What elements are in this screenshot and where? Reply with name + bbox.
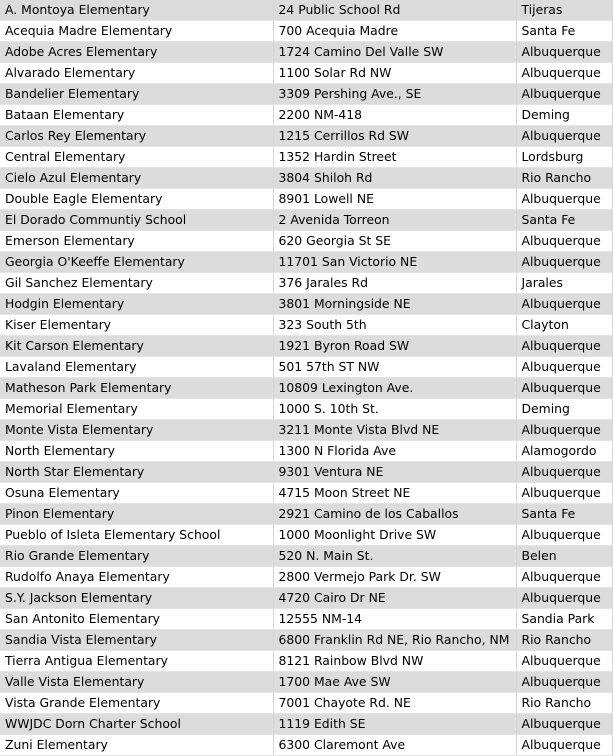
school-city-cell[interactable]: Albuquerque bbox=[516, 588, 612, 609]
school-name-cell[interactable]: Adobe Acres Elementary bbox=[0, 42, 273, 63]
table-row bbox=[0, 588, 612, 609]
school-city-cell[interactable]: Albuquerque bbox=[516, 714, 612, 735]
table-row bbox=[0, 630, 612, 651]
school-city-cell[interactable]: Albuquerque bbox=[516, 294, 612, 315]
table-row bbox=[0, 231, 612, 252]
school-city-cell[interactable]: Deming bbox=[516, 399, 612, 420]
table-row bbox=[0, 357, 612, 378]
school-address-cell[interactable]: 6800 Franklin Rd NE, Rio Rancho, NM bbox=[273, 630, 516, 651]
school-name-cell[interactable]: Bataan Elementary bbox=[0, 105, 273, 126]
school-address-cell[interactable]: 3211 Monte Vista Blvd NE bbox=[273, 420, 516, 441]
table-row bbox=[0, 189, 612, 210]
school-address-cell[interactable]: 323 South 5th bbox=[273, 315, 516, 336]
school-city-cell[interactable]: Rio Rancho bbox=[516, 693, 612, 714]
school-address-cell[interactable]: 24 Public School Rd bbox=[273, 0, 516, 21]
school-address-cell[interactable]: 2200 NM-418 bbox=[273, 105, 516, 126]
school-city-cell[interactable]: Tijeras bbox=[516, 0, 612, 21]
school-name-cell[interactable]: North Star Elementary bbox=[0, 462, 273, 483]
school-address-cell[interactable]: 1000 Moonlight Drive SW bbox=[273, 525, 516, 546]
table-row bbox=[0, 336, 612, 357]
school-address-cell[interactable]: 1921 Byron Road SW bbox=[273, 336, 516, 357]
school-name-cell[interactable]: Valle Vista Elementary bbox=[0, 672, 273, 693]
school-address-cell[interactable]: 4715 Moon Street NE bbox=[273, 483, 516, 504]
school-city-cell[interactable]: Santa Fe bbox=[516, 21, 612, 42]
table-row bbox=[0, 273, 612, 294]
school-address-cell[interactable]: 3801 Morningside NE bbox=[273, 294, 516, 315]
school-address-cell[interactable]: 1119 Edith SE bbox=[273, 714, 516, 735]
table-row bbox=[0, 21, 612, 42]
school-address-cell[interactable]: 620 Georgia St SE bbox=[273, 231, 516, 252]
school-city-cell[interactable]: Albuquerque bbox=[516, 126, 612, 147]
school-name-cell[interactable]: Lavaland Elementary bbox=[0, 357, 273, 378]
table-row bbox=[0, 672, 612, 693]
school-name-cell[interactable]: Hodgin Elementary bbox=[0, 294, 273, 315]
school-address-cell[interactable]: 2800 Vermejo Park Dr. SW bbox=[273, 567, 516, 588]
school-city-cell[interactable]: Albuquerque bbox=[516, 420, 612, 441]
school-address-cell[interactable]: 4720 Cairo Dr NE bbox=[273, 588, 516, 609]
school-address-cell[interactable]: 10809 Lexington Ave. bbox=[273, 378, 516, 399]
school-address-cell[interactable]: 1215 Cerrillos Rd SW bbox=[273, 126, 516, 147]
school-city-cell[interactable]: Albuquerque bbox=[516, 378, 612, 399]
table-row bbox=[0, 483, 612, 504]
table-row bbox=[0, 294, 612, 315]
school-name-cell[interactable]: Cielo Azul Elementary bbox=[0, 168, 273, 189]
school-city-cell[interactable]: Sandia Park bbox=[516, 609, 612, 630]
school-name-cell[interactable]: North Elementary bbox=[0, 441, 273, 462]
table-row bbox=[0, 693, 612, 714]
school-address-cell[interactable]: 3804 Shiloh Rd bbox=[273, 168, 516, 189]
table-row bbox=[0, 714, 612, 735]
school-address-cell[interactable]: 1724 Camino Del Valle SW bbox=[273, 42, 516, 63]
table-row bbox=[0, 315, 612, 336]
school-name-cell[interactable]: WWJDC Dorn Charter School bbox=[0, 714, 273, 735]
school-address-cell[interactable]: 2921 Camino de los Caballos bbox=[273, 504, 516, 525]
school-city-cell[interactable]: Santa Fe bbox=[516, 210, 612, 231]
school-name-cell[interactable]: Kit Carson Elementary bbox=[0, 336, 273, 357]
school-city-cell[interactable]: Albuquerque bbox=[516, 567, 612, 588]
school-name-cell[interactable]: Vista Grande Elementary bbox=[0, 693, 273, 714]
table-row bbox=[0, 63, 612, 84]
school-city-cell[interactable]: Albuquerque bbox=[516, 462, 612, 483]
school-address-cell[interactable]: 520 N. Main St. bbox=[273, 546, 516, 567]
table-row bbox=[0, 546, 612, 567]
school-name-cell[interactable]: Osuna Elementary bbox=[0, 483, 273, 504]
school-city-cell[interactable]: Rio Rancho bbox=[516, 630, 612, 651]
table-row bbox=[0, 210, 612, 231]
school-address-cell[interactable]: 9301 Ventura NE bbox=[273, 462, 516, 483]
school-name-cell[interactable]: Alvarado Elementary bbox=[0, 63, 273, 84]
table-row bbox=[0, 84, 612, 105]
school-city-cell[interactable]: Albuquerque bbox=[516, 63, 612, 84]
school-city-cell[interactable]: Clayton bbox=[516, 315, 612, 336]
school-name-cell[interactable]: Georgia O'Keeffe Elementary bbox=[0, 252, 273, 273]
school-city-cell[interactable]: Belen bbox=[516, 546, 612, 567]
table-row bbox=[0, 378, 612, 399]
table-row bbox=[0, 126, 612, 147]
school-city-cell[interactable]: Albuquerque bbox=[516, 672, 612, 693]
school-name-cell[interactable]: Carlos Rey Elementary bbox=[0, 126, 273, 147]
school-city-cell[interactable]: Lordsburg bbox=[516, 147, 612, 168]
table-row bbox=[0, 252, 612, 273]
table-row bbox=[0, 567, 612, 588]
school-name-cell[interactable]: Emerson Elementary bbox=[0, 231, 273, 252]
table-row bbox=[0, 168, 612, 189]
school-address-cell[interactable]: 1352 Hardin Street bbox=[273, 147, 516, 168]
school-city-cell[interactable]: Albuquerque bbox=[516, 84, 612, 105]
school-address-cell[interactable]: 12555 NM-14 bbox=[273, 609, 516, 630]
school-city-cell[interactable]: Albuquerque bbox=[516, 42, 612, 63]
table-row bbox=[0, 105, 612, 126]
school-name-cell[interactable]: San Antonito Elementary bbox=[0, 609, 273, 630]
school-address-cell[interactable]: 376 Jarales Rd bbox=[273, 273, 516, 294]
table-row bbox=[0, 399, 612, 420]
school-city-cell[interactable]: Albuquerque bbox=[516, 357, 612, 378]
school-city-cell[interactable]: Albuquerque bbox=[516, 231, 612, 252]
school-name-cell[interactable]: Gil Sanchez Elementary bbox=[0, 273, 273, 294]
school-name-cell[interactable]: Pinon Elementary bbox=[0, 504, 273, 525]
school-address-cell[interactable]: 1300 N Florida Ave bbox=[273, 441, 516, 462]
school-address-cell[interactable]: 8901 Lowell NE bbox=[273, 189, 516, 210]
school-name-cell[interactable]: Acequia Madre Elementary bbox=[0, 21, 273, 42]
school-name-cell[interactable]: Pueblo of Isleta Elementary School bbox=[0, 525, 273, 546]
school-address-cell[interactable]: 2 Avenida Torreon bbox=[273, 210, 516, 231]
school-city-cell[interactable]: Albuquerque bbox=[516, 189, 612, 210]
school-address-cell[interactable]: 1000 S. 10th St. bbox=[273, 399, 516, 420]
table-row bbox=[0, 651, 612, 672]
school-city-cell[interactable]: Albuquerque bbox=[516, 336, 612, 357]
school-name-cell[interactable]: Memorial Elementary bbox=[0, 399, 273, 420]
school-name-cell[interactable]: Rio Grande Elementary bbox=[0, 546, 273, 567]
school-name-cell[interactable]: Rudolfo Anaya Elementary bbox=[0, 567, 273, 588]
school-address-cell[interactable]: 1700 Mae Ave SW bbox=[273, 672, 516, 693]
table-row bbox=[0, 441, 612, 462]
school-name-cell[interactable]: Matheson Park Elementary bbox=[0, 378, 273, 399]
school-address-cell[interactable]: 501 57th ST NW bbox=[273, 357, 516, 378]
school-name-cell[interactable]: Sandia Vista Elementary bbox=[0, 630, 273, 651]
school-address-cell[interactable]: 3309 Pershing Ave., SE bbox=[273, 84, 516, 105]
table-row bbox=[0, 462, 612, 483]
school-city-cell[interactable]: Alamogordo bbox=[516, 441, 612, 462]
school-name-cell[interactable]: Double Eagle Elementary bbox=[0, 189, 273, 210]
school-address-cell[interactable]: 1100 Solar Rd NW bbox=[273, 63, 516, 84]
table-row bbox=[0, 504, 612, 525]
school-address-cell[interactable]: 7001 Chayote Rd. NE bbox=[273, 693, 516, 714]
table-row bbox=[0, 420, 612, 441]
school-name-cell[interactable]: El Dorado Communtiy School bbox=[0, 210, 273, 231]
school-address-cell[interactable]: 8121 Rainbow Blvd NW bbox=[273, 651, 516, 672]
school-city-cell[interactable]: Albuquerque bbox=[516, 651, 612, 672]
school-city-cell[interactable]: Jarales bbox=[516, 273, 612, 294]
school-city-cell[interactable]: Albuquerque bbox=[516, 483, 612, 504]
table-row bbox=[0, 42, 612, 63]
table-row bbox=[0, 735, 612, 756]
school-address-cell[interactable]: 11701 San Victorio NE bbox=[273, 252, 516, 273]
school-name-cell[interactable]: Tierra Antigua Elementary bbox=[0, 651, 273, 672]
school-name-cell[interactable]: Monte Vista Elementary bbox=[0, 420, 273, 441]
school-city-cell[interactable]: Deming bbox=[516, 105, 612, 126]
school-city-cell[interactable]: Albuquerque bbox=[516, 525, 612, 546]
school-city-cell[interactable]: Santa Fe bbox=[516, 504, 612, 525]
table-row bbox=[0, 609, 612, 630]
school-name-cell[interactable]: Zuni Elementary bbox=[0, 735, 273, 756]
table-row bbox=[0, 525, 612, 546]
school-city-cell[interactable]: Albuquerque bbox=[516, 735, 612, 756]
school-name-cell[interactable]: A. Montoya Elementary bbox=[0, 0, 273, 21]
table-row bbox=[0, 147, 612, 168]
school-name-cell[interactable]: Central Elementary bbox=[0, 147, 273, 168]
school-name-cell[interactable]: Kiser Elementary bbox=[0, 315, 273, 336]
school-name-cell[interactable]: Bandelier Elementary bbox=[0, 84, 273, 105]
school-city-cell[interactable]: Rio Rancho bbox=[516, 168, 612, 189]
school-name-cell[interactable]: S.Y. Jackson Elementary bbox=[0, 588, 273, 609]
school-address-cell[interactable]: 700 Acequia Madre bbox=[273, 21, 516, 42]
table-row bbox=[0, 0, 612, 21]
school-city-cell[interactable]: Albuquerque bbox=[516, 252, 612, 273]
school-address-cell[interactable]: 6300 Claremont Ave bbox=[273, 735, 516, 756]
